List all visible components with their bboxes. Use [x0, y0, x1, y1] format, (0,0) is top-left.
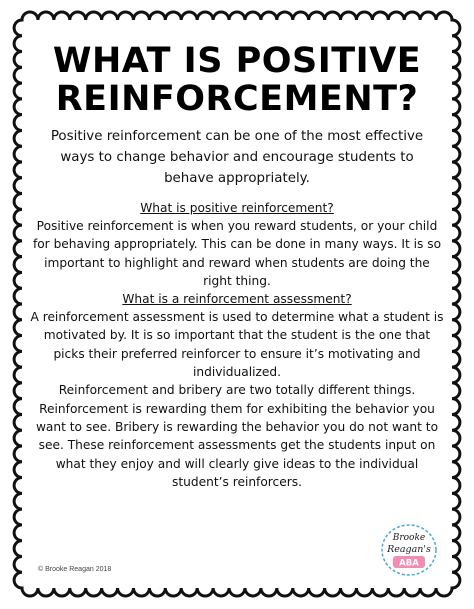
brooke-reagans-logo: [380, 522, 438, 578]
page-title: WHAT IS POSITIVE REINFORCEMENT?: [52, 41, 422, 119]
logo-line-2: Reagan's: [387, 544, 431, 555]
logo-line-3: ABA: [399, 558, 419, 569]
section-heading-what-is: What is positive reinforcement?: [140, 201, 334, 215]
section-paragraph: A reinforcement assessment is used to determine what a student is motivated by. It is so important that the student is the one that picks their preferred reinforcer to ensure it’s motivating and individualized.: [30, 310, 444, 380]
section-paragraph: Positive reinforcement is when you reward students, or your child for behaving appropriately. This can be done in many ways. It is so important to highlight and reward when students are doing the right thing.: [32, 219, 442, 288]
copyright-text: © Brooke Reagan 2018: [38, 566, 112, 573]
section-paragraph: Reinforcement and bribery are two totally different things. Reinforcement is rewarding them for exhibiting the behavior you want to see. Bribery is rewarding the behavior you do not want to see. These reinforcement assessments get the students input on what they enjoy and will clearly give ideas to the individual student’s reinforcers.: [35, 383, 439, 489]
logo-line-1: Brooke: [392, 533, 426, 543]
intro-text: Positive reinforcement can be one of the most effective ways to change behavior and encourage students to behave appropriately.: [50, 129, 424, 186]
document-body: [30, 28, 444, 588]
section-heading-assessment: What is a reinforcement assessment?: [122, 292, 352, 307]
